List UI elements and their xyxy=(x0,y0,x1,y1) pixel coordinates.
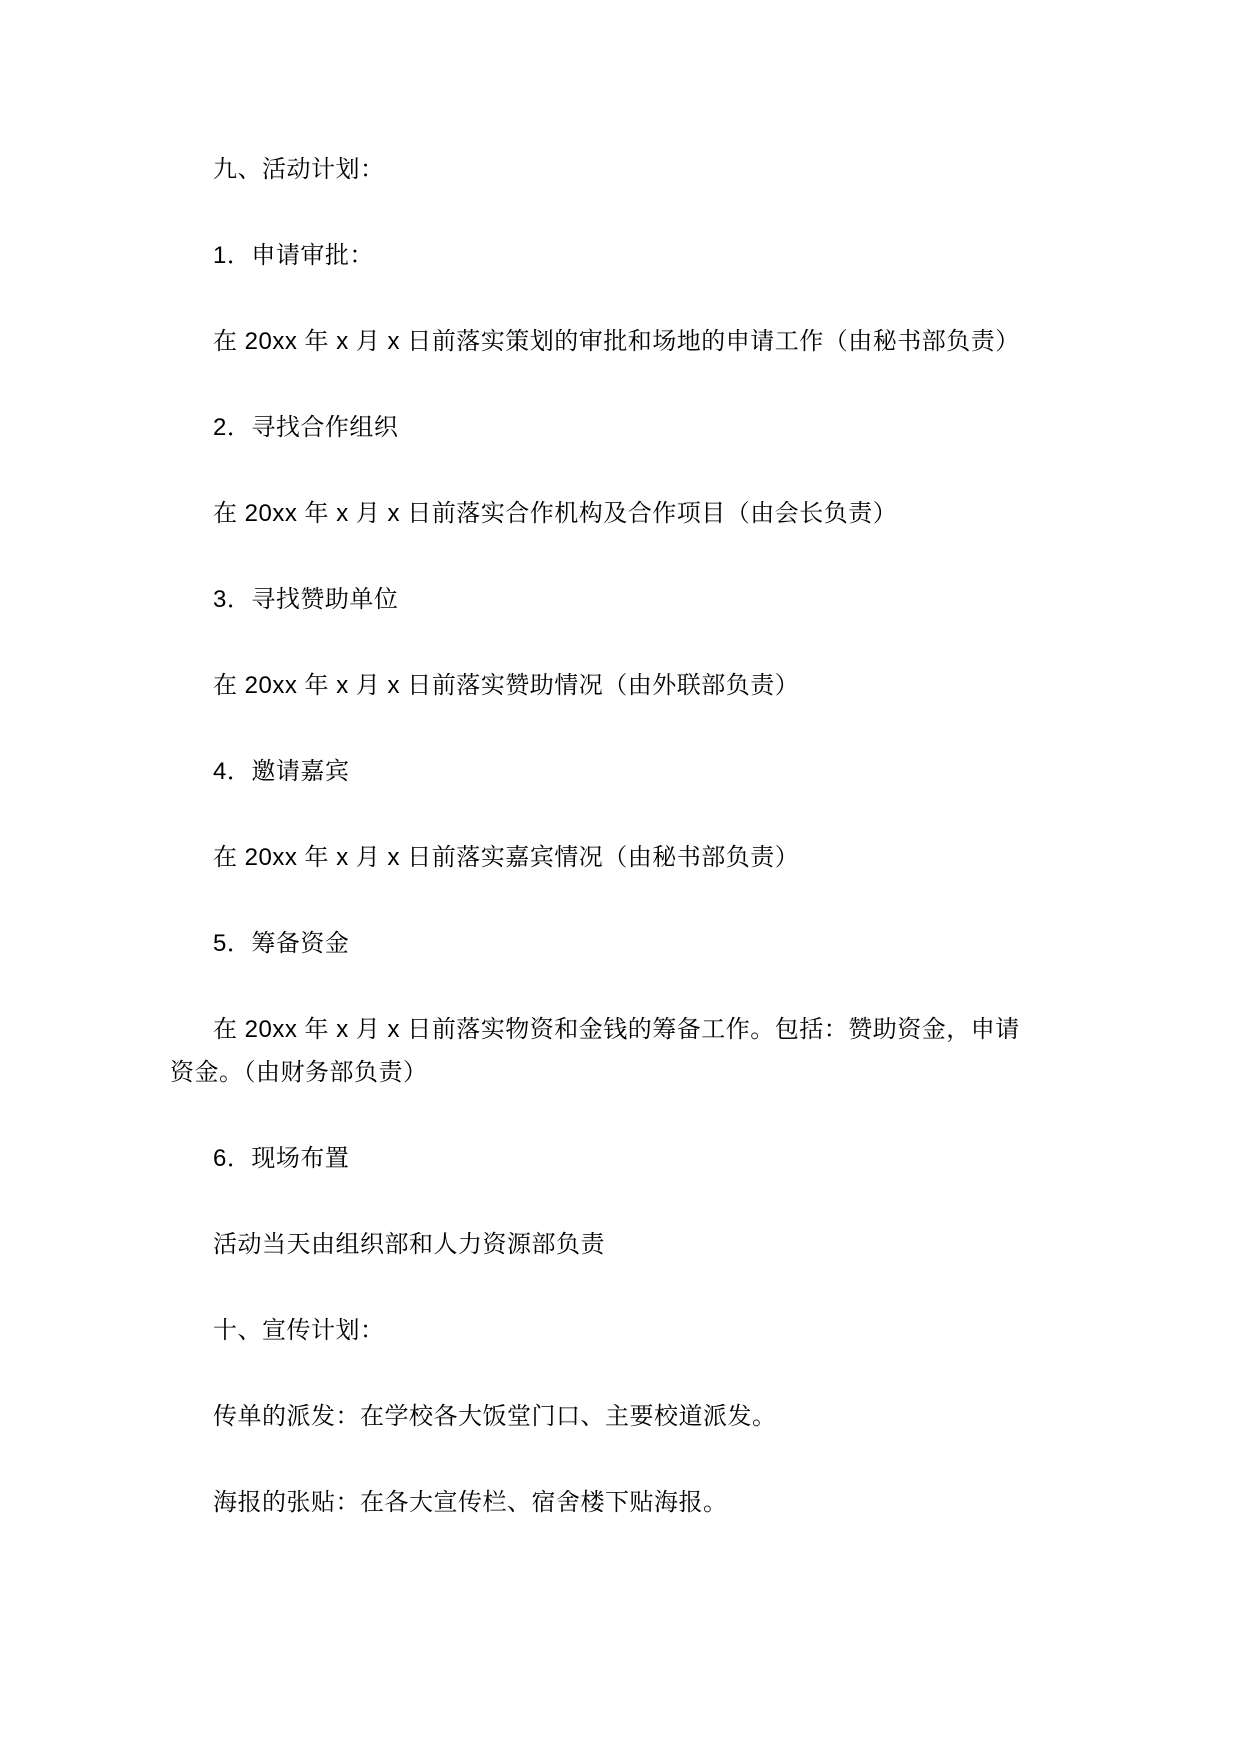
text-line: 在 20xx 年 x 月 x 日前落实合作机构及合作项目（由会长负责） xyxy=(213,500,898,527)
text-line: 海报的张贴：在各大宣传栏、宿舍楼下贴海报。 xyxy=(213,1489,728,1516)
text-line: 传单的派发：在学校各大饭堂门口、主要校道派发。 xyxy=(213,1403,777,1430)
text-line: 在 20xx 年 x 月 x 日前落实物资和金钱的筹备工作。包括：赞助资金，申请 xyxy=(213,1016,1020,1043)
text-line: 1．申请审批： xyxy=(213,242,374,269)
text-line: 3．寻找赞助单位 xyxy=(213,586,399,613)
document-body xyxy=(170,148,1061,1524)
text-line: 2．寻找合作组织 xyxy=(213,414,399,441)
text-line: 资金。（由财务部负责） xyxy=(170,1059,428,1086)
text-line: 4．邀请嘉宾 xyxy=(213,758,350,785)
text-line: 在 20xx 年 x 月 x 日前落实赞助情况（由外联部负责） xyxy=(213,672,800,699)
text-line: 在 20xx 年 x 月 x 日前落实策划的审批和场地的申请工作（由秘书部负责） xyxy=(213,328,1020,355)
text-line: 十、宣传计划： xyxy=(213,1317,385,1344)
text-line: 在 20xx 年 x 月 x 日前落实嘉宾情况（由秘书部负责） xyxy=(213,844,800,871)
text-line: 活动当天由组织部和人力资源部负责 xyxy=(213,1231,605,1258)
text-line: 6．现场布置 xyxy=(213,1145,350,1172)
text-line: 5．筹备资金 xyxy=(213,930,350,957)
text-line: 九、活动计划： xyxy=(213,156,385,183)
